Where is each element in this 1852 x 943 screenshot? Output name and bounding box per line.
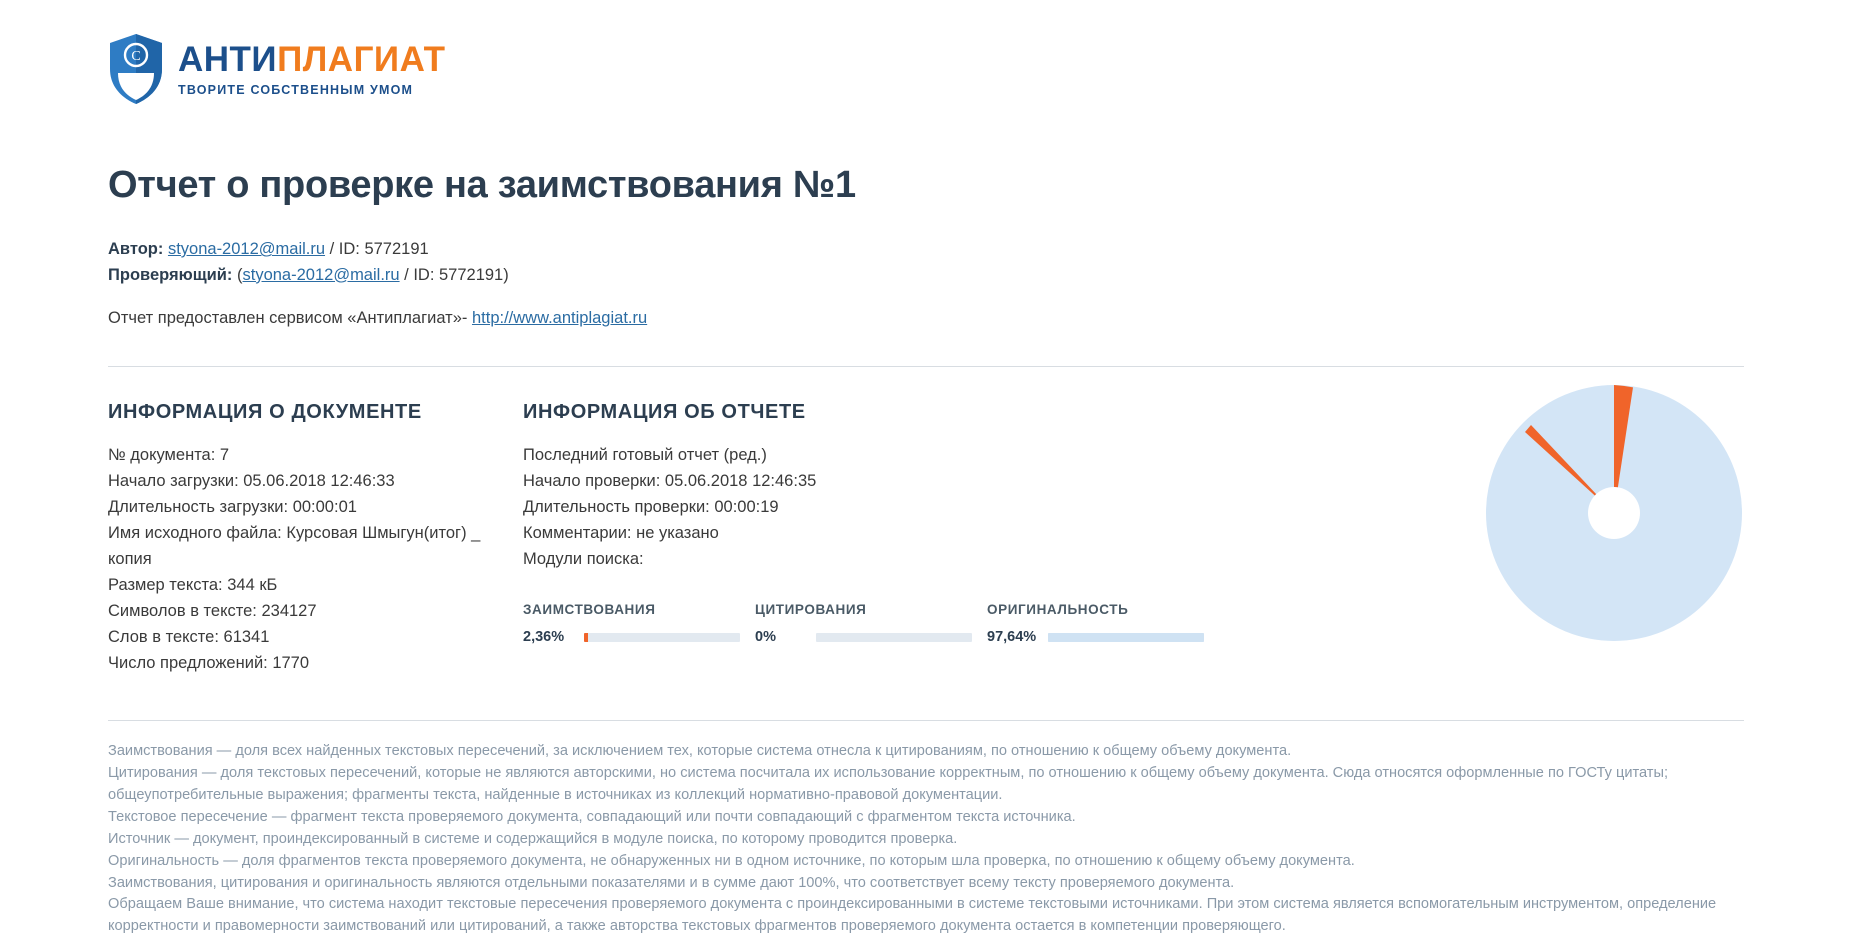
checker-email-link[interactable]: styona-2012@mail.ru [242,265,400,284]
shield-copyright-icon [108,33,164,105]
report-row-check-duration: Длительность проверки: 00:00:19 [523,497,779,516]
stat-originality-bar-fill [1048,633,1204,642]
stat-borrowings [523,602,755,645]
report-row-modules: Модули поиска: [523,549,644,568]
note-citations: Цитирования — доля текстовых пересечений, которые не являются авторскими, но система посчитала их использование корректным, по отношению к общему объему документа. Сюда относятся оформленные по ГОСТу цитаты; общеупотребительные выражения; фрагменты текста, найденные в источниках из коллекций нормативно-правовой документации. [108,765,1669,804]
doc-row-filename: Имя исходного файла: Курсовая Шмыгун(итог) _ копия [108,523,481,568]
report-info-list [523,442,1223,572]
note-attention: Обращаем Ваше внимание, что система находит текстовые пересечения проверяемого документа с проиндексированными в системе текстовыми источниками. При этом система является вспомогательным инструментом, определение корректности и правомерности заимствований или цитирований, а также авторства текстовых фрагментов проверяемого документа остается в компетенции проверяющего. [108,896,1717,935]
stat-citations [755,602,987,645]
stat-borrowings-bar [584,633,740,642]
checker-paren-open: ( [237,265,243,284]
stat-borrowings-bar-fill [584,633,588,642]
document-info-list [108,442,523,677]
service-link[interactable]: http://www.antiplagiat.ru [471,309,648,328]
document-info-block [108,401,523,677]
brand-logo [108,30,1744,108]
report-meta [108,237,1744,332]
logo-name-plagiat: ПЛАГИАТ [277,39,446,79]
originality-donut-chart [1484,383,1744,643]
report-info-block [523,401,1223,677]
logo-tagline: ТВОРИТЕ СОБСТВЕННЫМ УМОМ [178,82,414,97]
author-label: Автор: [108,240,164,258]
stat-citations-bar [816,633,972,642]
info-columns [108,401,1744,677]
page-title: Отчет о проверке на заимствования №1 [108,164,856,206]
report-info-heading: ИНФОРМАЦИЯ ОБ ОТЧЕТЕ [523,400,806,423]
stat-citations-value: 0% [755,629,776,645]
checker-id: / ID: 5772191) [399,265,509,284]
stat-originality-value: 97,64% [987,629,1037,645]
divider-bottom [108,720,1744,721]
checker-label: Проверяющий: [108,265,233,284]
stat-originality [987,602,1219,645]
stat-borrowings-label: ЗАИМСТВОВАНИЯ [523,602,656,617]
report-row-comments: Комментарии: не указано [523,523,719,542]
stat-citations-label: ЦИТИРОВАНИЯ [755,602,867,617]
report-row-check-start: Начало проверки: 05.06.2018 12:46:35 [523,471,817,490]
note-source: Источник — документ, проиндексированный в системе и содержащийся в модуле поиска, по которому проводится проверка. [108,830,958,847]
doc-row-chars: Символов в тексте: 234127 [108,602,317,621]
doc-row-sentences: Число предложений: 1770 [108,654,310,673]
stat-borrowings-value: 2,36% [523,629,565,645]
service-line [108,306,1744,332]
author-line [108,237,1744,263]
svg-text:C: C [131,49,141,64]
service-text: Отчет предоставлен сервисом «Антиплагиат»- [108,309,468,328]
note-originality: Оригинальность — доля фрагментов текста проверяемого документа, не обнаруженных ни в одном источнике, по которым шла проверка, по отношению к общему объему документа. [108,852,1355,869]
author-email-link[interactable]: styona-2012@mail.ru [167,240,326,258]
document-info-heading: ИНФОРМАЦИЯ О ДОКУМЕНТЕ [108,400,422,423]
stats-row [523,602,1223,645]
checker-line [108,263,1744,289]
doc-row-size: Размер текста: 344 кБ [108,576,278,594]
stat-originality-label: ОРИГИНАЛЬНОСТЬ [987,602,1129,617]
report-row-last: Последний готовый отчет (ред.) [523,445,767,464]
author-id: / ID: 5772191 [325,240,429,258]
note-sum: Заимствования, цитирования и оригинальность являются отдельными показателями и в сумме дают 100%, что соответствует всему тексту проверяемого документа. [108,874,1235,891]
note-borrowings: Заимствования — доля всех найденных текстовых пересечений, за исключением тех, которые система отнесла к цитированиям, по отношению к общему объему документа. [108,743,1292,760]
doc-row-upload-start: Начало загрузки: 05.06.2018 12:46:33 [108,471,395,490]
note-text-overlap: Текстовое пересечение — фрагмент текста проверяемого документа, совпадающий или почти совпадающий с фрагментом текста источника. [108,808,1076,825]
stat-originality-bar [1048,633,1204,642]
legend-notes [108,741,1744,938]
divider-top [108,366,1744,367]
doc-row-upload-duration: Длительность загрузки: 00:00:01 [108,497,357,516]
doc-row-number: № документа: 7 [108,445,230,464]
logo-name-anti: АНТИ [178,39,278,79]
chart-column [1223,401,1744,677]
doc-row-words: Слов в тексте: 61341 [108,628,270,647]
